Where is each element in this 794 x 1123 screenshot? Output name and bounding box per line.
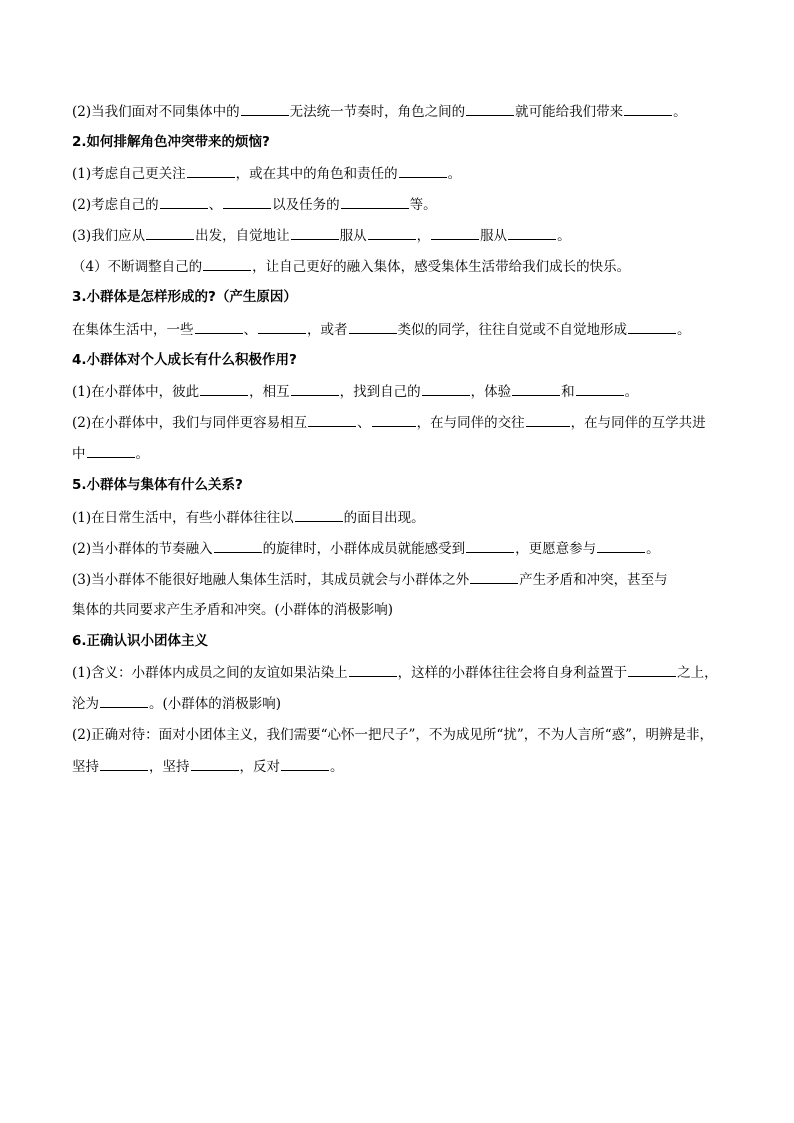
text: 等。 [409,197,437,213]
item-4-2 [72,413,728,432]
answer-blank[interactable] [200,382,248,396]
item-5-1 [72,508,728,527]
text: (1)在日常生活中，有些小群体往往以 [72,510,294,526]
text: ，更愿意参与 [515,541,597,557]
item-6-1-cont [72,694,728,713]
text: ，体验 [470,384,512,400]
item-2-role-conflict [72,102,728,121]
text: 、 [357,415,371,431]
text: 坚持 [72,759,99,775]
question-heading-3: 3.小群体是怎样形成的?（产生原因） [72,289,297,305]
text: 、 [243,322,257,338]
answer-blank[interactable] [526,413,570,427]
text: (1)在小群体中，彼此 [72,384,200,400]
item-6-2-cont [72,757,728,776]
text: (2)考虑自己的 [72,197,159,213]
answer-blank[interactable] [187,164,235,178]
text: ，让自己更好的融入集体，感受集体生活带给我们成长的快乐。 [252,259,631,275]
question-heading-6: 6.正确认识小团体主义 [72,633,209,649]
answer-blank[interactable] [203,257,251,271]
question-heading-4: 4.小群体对个人成长有什么积极作用? [72,352,297,368]
answer-blank[interactable] [341,195,409,209]
answer-blank[interactable] [399,164,447,178]
text: 。 [447,166,462,182]
item-2-2 [72,195,728,214]
item-4-2-cont [72,444,728,463]
answer-blank[interactable] [281,757,329,771]
item-3-1 [72,320,728,339]
answer-blank[interactable] [431,226,479,240]
answer-blank[interactable] [195,320,243,334]
text: ，这样的小群体往往会将自身利益置于 [397,665,628,681]
answer-blank[interactable] [291,226,339,240]
answer-blank[interactable] [214,539,262,553]
answer-blank[interactable] [368,226,416,240]
text: 出发，自觉地让 [195,228,290,244]
answer-blank[interactable] [87,444,135,458]
text: 。(小群体的消极影响) [149,696,282,712]
text: （4）不断调整自己的 [72,259,203,275]
question-heading-5: 5.小群体与集体有什么关系? [72,477,243,493]
text: 之上， [677,665,718,681]
answer-blank[interactable] [241,102,289,116]
item-2-4 [72,257,728,276]
answer-blank[interactable] [628,320,676,334]
answer-blank[interactable] [349,663,397,677]
text: (2)在小群体中，我们与同伴更容易相互 [72,415,308,431]
text: 的面目出现。 [343,510,425,526]
item-4-1 [72,382,728,401]
answer-blank[interactable] [160,195,208,209]
text: ，坚持 [149,759,190,775]
item-6-1 [72,663,728,682]
item-5-3 [72,570,728,589]
answer-blank[interactable] [512,382,560,396]
answer-blank[interactable] [624,102,672,116]
answer-blank[interactable] [100,694,148,708]
text: (3)我们应从 [72,228,146,244]
text: 。 [624,384,639,400]
question-heading-2: 2.如何排解角色冲突带来的烦恼? [72,134,270,150]
answer-blank[interactable] [576,382,624,396]
text: ，或者 [307,322,348,338]
item-2-3 [72,226,728,245]
text: (2)当小群体的节奏融入 [72,541,213,557]
text: (1)含义：小群体内成员之间的友谊如果沾染上 [72,665,348,681]
text: 。 [677,322,691,338]
answer-blank[interactable] [295,508,343,522]
text: 在集体生活中，一些 [72,322,194,338]
text: ，相互 [249,384,290,400]
answer-blank[interactable] [597,539,645,553]
answer-blank[interactable] [223,195,271,209]
text: ，在与同伴的互学共进 [570,415,706,431]
answer-blank[interactable] [628,663,676,677]
item-6-2: (2)正确对待：面对小团体主义，我们需要“心怀一把尺子”，不为成见所“扰”，不为人言所“惑”，明辨是非， [72,727,714,743]
text: 无法统一节奏时，角色之间的 [289,104,466,120]
answer-blank[interactable] [470,570,518,584]
answer-blank[interactable] [191,757,239,771]
text: 以及任务的 [272,197,340,213]
answer-blank[interactable] [291,382,339,396]
text: 。 [135,446,149,462]
answer-blank[interactable] [508,226,556,240]
text: ，反对 [239,759,280,775]
text: 。 [330,759,344,775]
text: 服从 [339,228,367,244]
text: 和 [561,384,575,400]
text: 。 [557,228,571,244]
text: ，找到自己的 [339,384,421,400]
text: (2)当我们面对不同集体中的 [72,104,240,120]
text: 就可能给我们带来 [515,104,624,120]
text: 沦为 [72,696,99,712]
text: 。 [673,104,687,120]
item-5-2 [72,539,728,558]
text: ，或在其中的角色和责任的 [235,166,398,182]
answer-blank[interactable] [308,413,356,427]
item-5-3-cont: 集体的共同要求产生矛盾和冲突。(小群体的消极影响) [72,602,394,618]
answer-blank[interactable] [466,102,514,116]
text: 服从 [480,228,508,244]
answer-blank[interactable] [349,320,397,334]
text: ，在与同伴的交往 [416,415,525,431]
answer-blank[interactable] [372,413,416,427]
text: ， [416,228,431,244]
item-2-1 [72,164,728,183]
text: (3)当小群体不能很好地融人集体生活时，其成员就会与小群体之外 [72,572,470,588]
answer-blank[interactable] [146,226,194,240]
text: 中 [72,446,86,462]
answer-blank[interactable] [100,757,148,771]
text: 、 [208,197,223,213]
text: (1)考虑自己更关注 [72,166,186,182]
answer-blank[interactable] [466,539,514,553]
text: 产生矛盾和冲突，甚至与 [519,572,668,588]
answer-blank[interactable] [258,320,306,334]
text: 的旋律时，小群体成员就能感受到 [262,541,466,557]
answer-blank[interactable] [422,382,470,396]
text: 类似的同学，往往自觉或不自觉地形成 [397,322,627,338]
text: 。 [646,541,660,557]
